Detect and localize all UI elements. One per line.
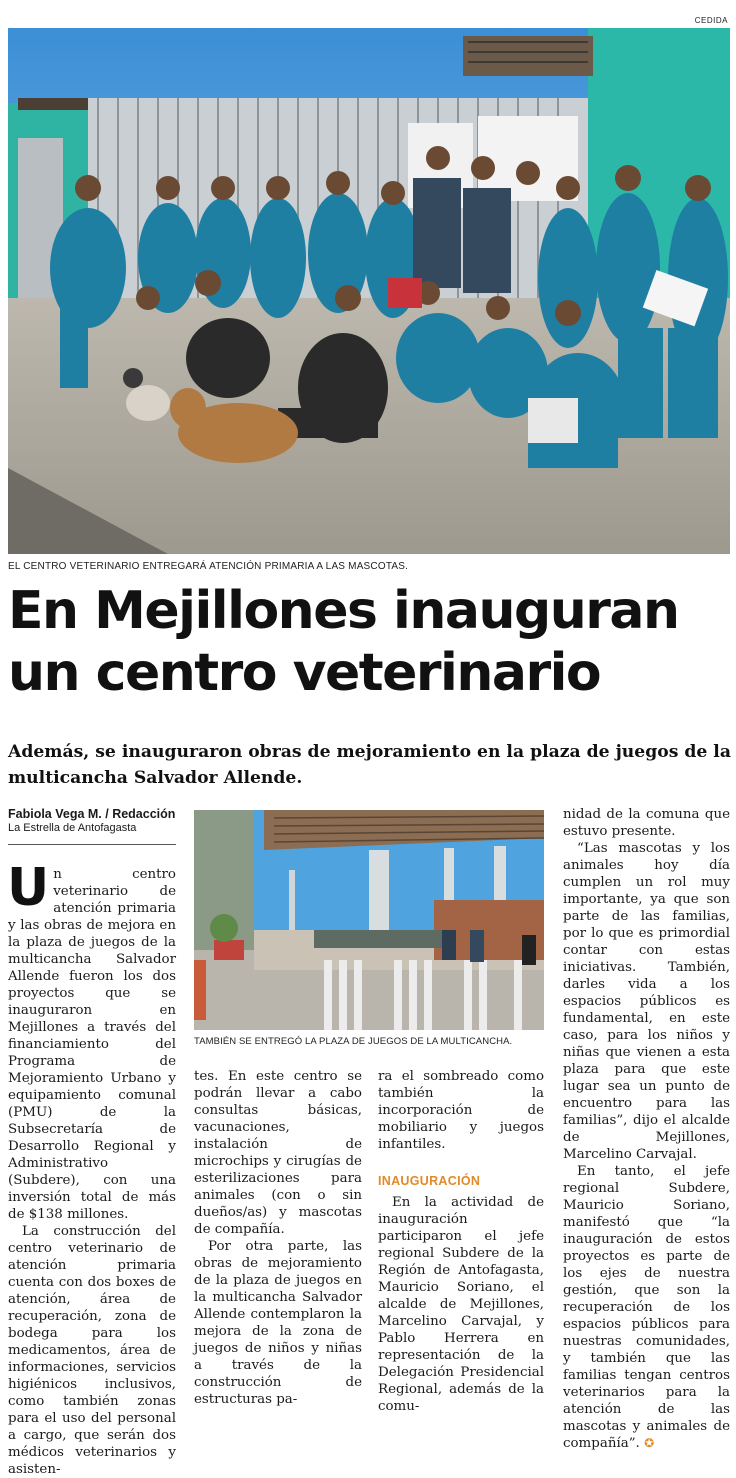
byline (8, 807, 176, 834)
article-paragraph: Un centro veterinario de atención primaria y las obras de mejora en la plaza de juegos de la multicancha Salvador Allende fueron los dos proyectos que se inauguraron en Mejillones a través del financiamiento del Programa de Mejoramiento Urbano y equipamiento comunal (PMU) de la Subsecretaría de Desarrollo Regional y Administrativo (Subdere), con una inversión total de más de $138 millones. (7, 858, 176, 1222)
article-paragraph: Por otra parte, las obras de mejoramiento de la plaza de juegos en la multicancha Salvador Allende contemplaron la mejora de la zona de juegos de niños y niñas a través de la construcción de estructuras pa- (194, 1239, 362, 1407)
article-paragraph: La construcción del centro veterinario de atención primaria cuenta con dos boxes de atención, área de recuperación, zona de bodega para los medicamentos, área de informaciones, servicios higiénicos inclusivos, como también zonas para el uso del personal a cargo, que serán dos médicos veterinarios y asisten- (8, 1224, 176, 1477)
headline-line-1: En Mejillones inauguran (8, 581, 679, 641)
article-paragraph: tes. En este centro se podrán llevar a cabo consultas básicas, vacunaciones, instalación de microchips y cirugías de esterilizaciones para animales (con o sin dueños/as) y mascotas de compañía. (194, 1069, 362, 1237)
article-paragraph: En la actividad de inauguración participaron el jefe regional Subdere de la Región de Antofagasta, Mauricio Soriano, el alcalde de Mejillones, Marcelino Carvajal, y Pablo Herrera en representación de la Delegación Presidencial Regional, además de la comu- (378, 1195, 544, 1414)
article-column-1 (7, 858, 176, 1478)
article-paragraph: En tanto, el jefe regional Subdere, Mauricio Soriano, manifestó que “la inauguración de estos proyectos es parte de los ejes de nuestra gestión, que son la recuperación de los espacios públicos para nuestras comunidades, y también que las familias tengan centros veterinarios para la atención de las mascotas y animales de compañía”. ✪ (563, 1164, 730, 1451)
end-mark-icon: ✪ (644, 1436, 655, 1450)
article-column-2 (194, 1068, 362, 1408)
headline (8, 580, 733, 704)
playground-photo-caption: TAMBIÉN SE ENTREGÓ LA PLAZA DE JUEGOS DE LA MULTICANCHA. (194, 1036, 513, 1047)
article-paragraph: nidad de la comuna que estuvo presente. (563, 807, 730, 839)
article-paragraph: ra el sombreado como también la incorporación de mobiliario y juegos infantiles. (378, 1069, 544, 1152)
byline-author: Fabiola Vega M. / Redacción (8, 807, 176, 821)
byline-outlet: La Estrella de Antofagasta (8, 822, 137, 834)
main-photo-caption: EL CENTRO VETERINARIO ENTREGARÁ ATENCIÓN PRIMARIA A LAS MASCOTAS. (8, 561, 409, 572)
article-column-3 (378, 1068, 544, 1415)
drop-cap: U (7, 858, 50, 918)
section-heading: INAUGURACIÓN (378, 1174, 481, 1188)
playground-photo (194, 810, 544, 1030)
photo-credit: CEDIDA (694, 16, 728, 25)
group-photo (8, 28, 730, 554)
article-column-4 (563, 806, 730, 1452)
article-paragraph: “Las mascotas y los animales hoy día cumplen un rol muy importante, ya que son parte de las familias, por lo que es primordial contar con estas iniciativas. También, darles vida a los espacios públicos es fundamental, en este caso, para los niños y niñas que vienen a esta plaza para que este lugar sea un punto de encuentro para las familias”, dijo el alcalde de Mejillones, Marcelino Carvajal. (563, 841, 730, 1162)
headline-line-2: un centro veterinario (8, 643, 601, 703)
subheadline: Además, se inauguraron obras de mejoramiento en la plaza de juegos de la multicancha Salvador Allende. (8, 742, 731, 788)
byline-rule (8, 844, 176, 845)
